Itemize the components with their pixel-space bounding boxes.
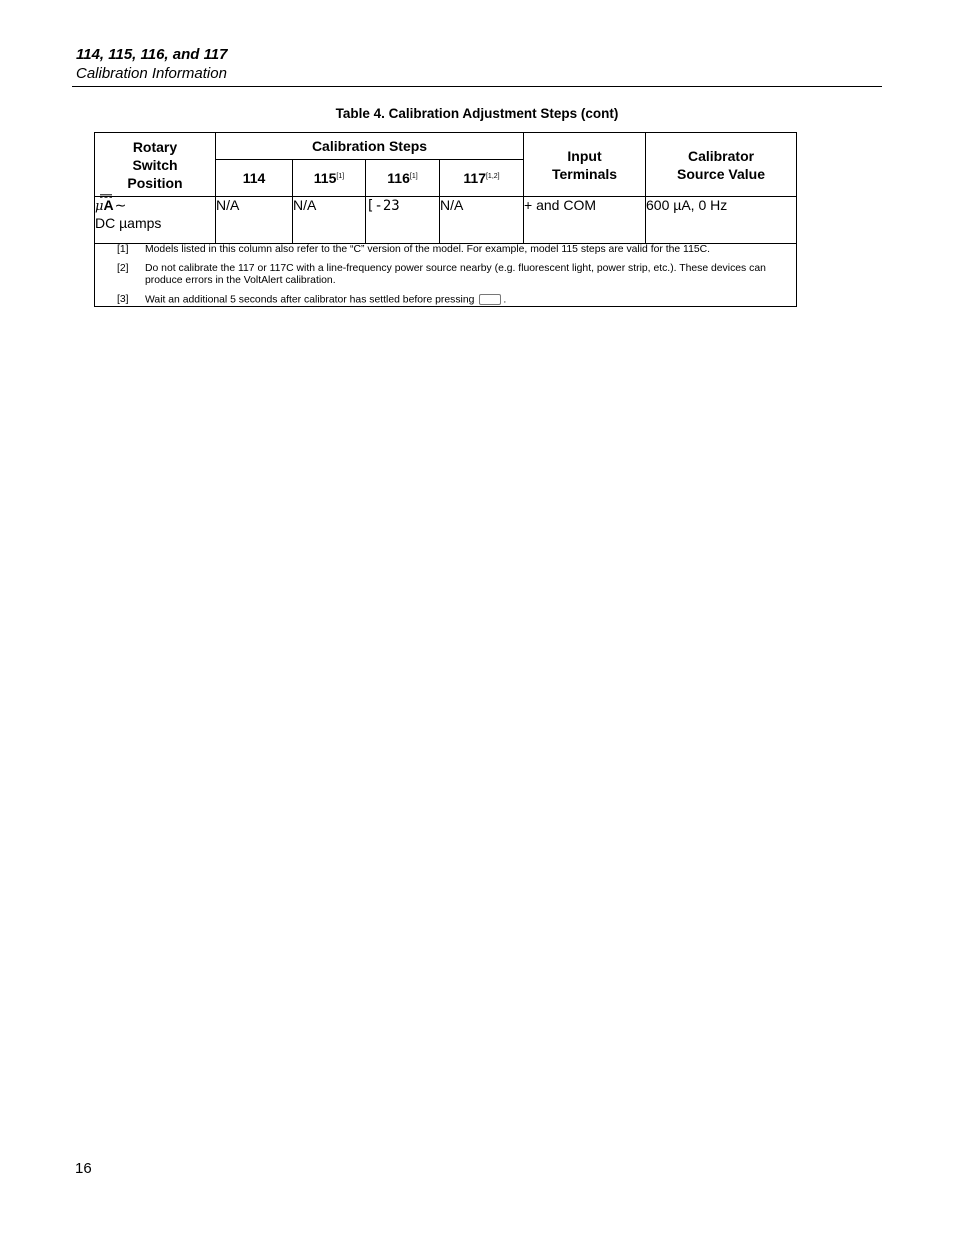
lcd-step-code: [-23: [366, 198, 400, 214]
input-terminals-header: Input Terminals: [524, 133, 646, 197]
document-models-heading: 114, 115, 116, and 117: [76, 46, 228, 63]
calibrator-source-header: Calibrator Source Value: [646, 133, 797, 197]
model-116-header: 116[1]: [366, 160, 440, 197]
step-114-cell: N/A: [216, 197, 293, 244]
header-divider: [72, 86, 882, 87]
blank-key-icon: [479, 294, 501, 305]
table-row: [95, 197, 797, 244]
step-117-cell: N/A: [440, 197, 524, 244]
model-117-header: 117[1,2]: [440, 160, 524, 197]
footnote-1: [1] Models listed in this column also refer to the “C” version of the model. For example, model 115 steps are valid for the 115C.: [117, 244, 711, 255]
source-value-cell: 600 µA, 0 Hz: [646, 197, 797, 244]
step-115-cell: N/A: [293, 197, 366, 244]
model-115-header: 115[1]: [293, 160, 366, 197]
table-caption: Table 4. Calibration Adjustment Steps (cont): [335, 106, 619, 121]
calibration-steps-header: Calibration Steps: [216, 133, 524, 160]
footnote-2: [2] Do not calibrate the 117 or 117C with a line-frequency power source nearby (e.g. fluorescent light, power strip, etc.). These devices can produce errors in the VoltAlert calibration.: [117, 262, 766, 286]
footnote-3: [3] Wait an additional 5 seconds after calibrator has settled before pressing .: [117, 293, 507, 305]
document-section-heading: Calibration Information: [76, 65, 227, 82]
rotary-switch-header: Rotary Switch Position: [95, 133, 216, 197]
microamp-ac-dc-icon: μA∼: [95, 197, 126, 215]
input-terminals-cell: + and COM: [524, 197, 646, 244]
dc-symbol-icon: [100, 194, 112, 198]
table-notes-row: [95, 244, 797, 307]
switch-position-label: DC µamps: [95, 215, 162, 231]
calibration-steps-table: [94, 132, 797, 307]
step-116-cell: [366, 197, 440, 244]
model-114-header: 114: [216, 160, 293, 197]
rotary-switch-cell: [95, 197, 216, 244]
page-number: 16: [75, 1160, 92, 1177]
